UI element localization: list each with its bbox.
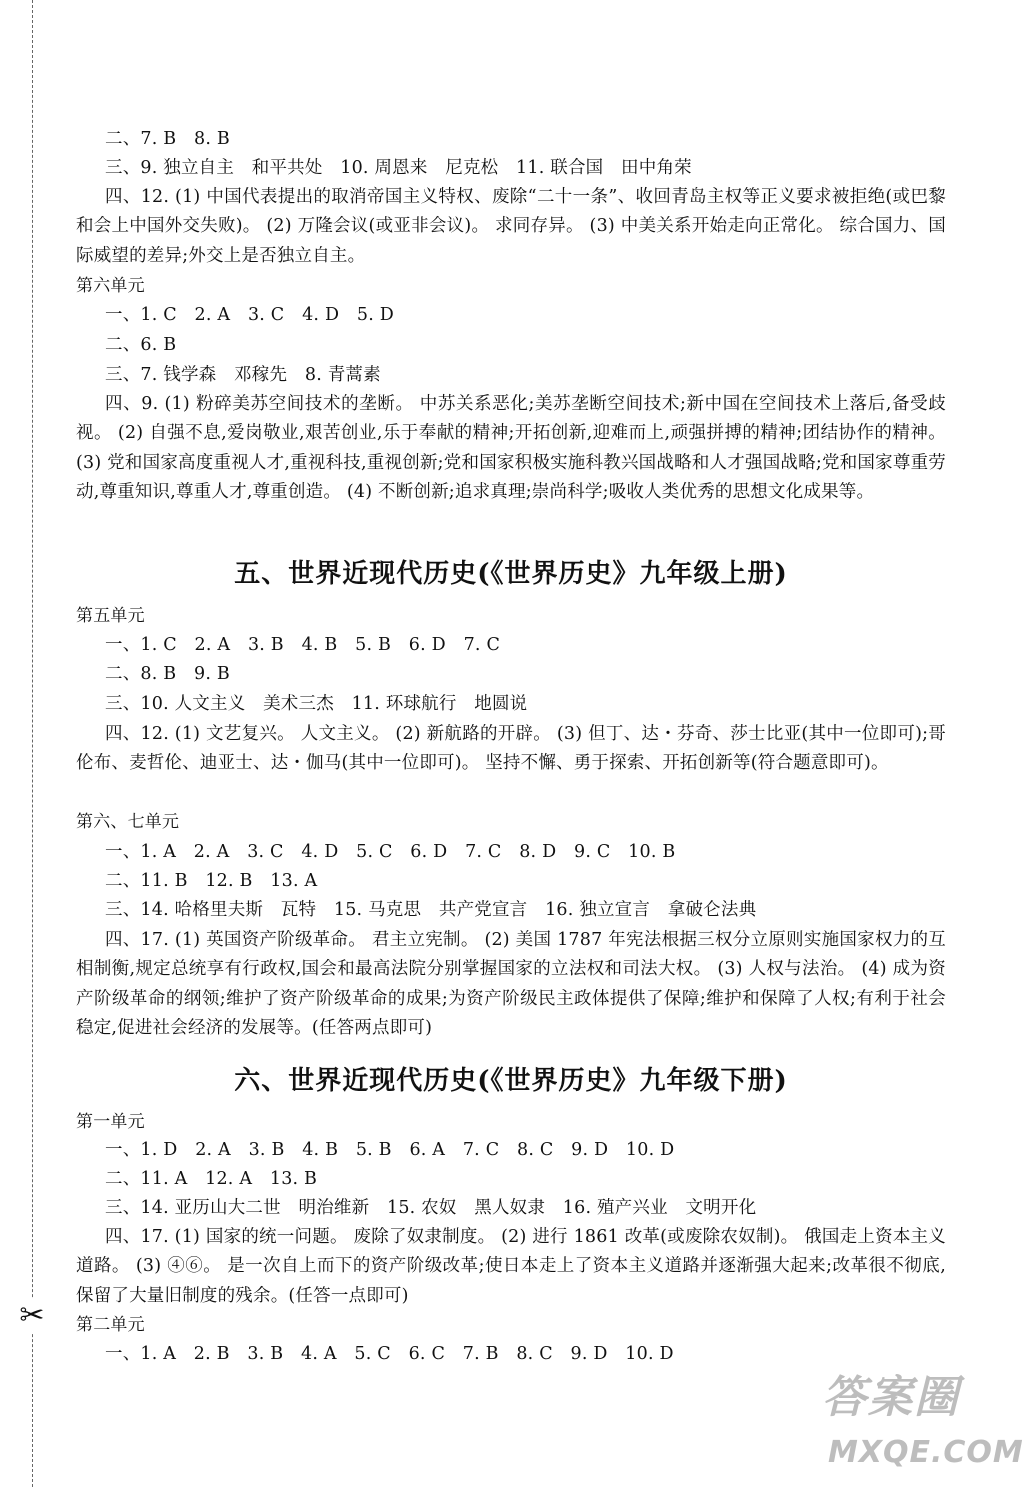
answer-line: 二、11. A 12. A 13. B bbox=[105, 1169, 318, 1189]
answer-paragraph: 四、12. (1) 文艺复兴。 人文主义。 (2) 新航路的开辟。 (3) 但丁、达・芬奇、莎士比亚(其中一位即可);哥伦布、麦哲伦、迪亚士、达・伽马(其中一位即可)。 坚持不懈、勇于探索、开拓创新等(符合题意即可)。 bbox=[76, 724, 946, 774]
answer-line: 一、1. C 2. A 3. B 4. B 5. B 6. D 7. C bbox=[105, 635, 501, 655]
unit-heading: 第二单元 bbox=[76, 1315, 145, 1335]
answer-line: 一、1. A 2. B 3. B 4. A 5. C 6. C 7. B 8. C 9. D 10. D bbox=[105, 1344, 674, 1364]
answer-line: 一、1. A 2. A 3. C 4. D 5. C 6. D 7. C 8. D 9. C 10. B bbox=[105, 842, 676, 862]
watermark-url: MXQE.COM bbox=[828, 1435, 1024, 1470]
answer-line: 一、1. C 2. A 3. C 4. D 5. D bbox=[105, 305, 394, 325]
section-title: 五、世界近现代历史(《世界历史》九年级上册) bbox=[234, 559, 788, 589]
answer-line: 二、7. B 8. B bbox=[105, 129, 230, 149]
answer-line: 三、14. 亚历山大二世 明治维新 15. 农奴 黑人奴隶 16. 殖产兴业 文明开化 bbox=[105, 1198, 757, 1218]
answer-line: 三、7. 钱学森 邓稼先 8. 青蒿素 bbox=[105, 365, 381, 385]
answer-line: 二、8. B 9. B bbox=[105, 664, 230, 684]
answer-line: 三、9. 独立自主 和平共处 10. 周恩来 尼克松 11. 联合国 田中角荣 bbox=[105, 158, 692, 178]
answer-paragraph: 四、17. (1) 英国资产阶级革命。 君主立宪制。 (2) 美国 1787 年宪法根据三权分立原则实施国家权力的互相制衡,规定总统享有行政权,国会和最高法院分别掌握国家的立法权和司法大权。 (3) 人权与法治。 (4) 成为资产阶级革命的纲领;维护了资产阶级革命的成果;为资产阶级民主政体提供了保障;维护和保障了人权;有利于社会稳定,促进社会经济的发展等。(任答两点即可) bbox=[76, 930, 946, 1038]
answer-line: 三、14. 哈格里夫斯 瓦特 15. 马克思 共产党宣言 16. 独立宣言 拿破仑法典 bbox=[105, 900, 757, 920]
unit-heading: 第一单元 bbox=[76, 1112, 145, 1132]
unit-heading: 第六、七单元 bbox=[76, 812, 180, 832]
section-title: 六、世界近现代历史(《世界历史》九年级下册) bbox=[234, 1066, 788, 1096]
unit-heading: 第五单元 bbox=[76, 606, 145, 626]
answer-line: 三、10. 人文主义 美术三杰 11. 环球航行 地圆说 bbox=[105, 694, 528, 714]
scissors-icon: ✂ bbox=[14, 1298, 50, 1334]
answer-line: 二、11. B 12. B 13. A bbox=[105, 871, 318, 891]
cut-line bbox=[32, 0, 33, 1487]
answer-paragraph: 四、9. (1) 粉碎美苏空间技术的垄断。 中苏关系恶化;美苏垄断空间技术;新中国在空间技术上落后,备受歧视。 (2) 自强不息,爱岗敬业,艰苦创业,乐于奉献的精神;开拓创新,迎难而上,顽强拼搏的精神;团结协作的精神。 (3) 党和国家高度重视人才,重视科技,重视创新;党和国家积极实施科教兴国战略和人才强国战略;党和国家尊重劳动,尊重知识,尊重人才,尊重创造。 (4) 不断创新;追求真理;崇尚科学;吸收人类优秀的思想文化成果等。 bbox=[76, 394, 946, 502]
answer-paragraph: 四、12. (1) 中国代表提出的取消帝国主义特权、废除“二十一条”、收回青岛主权等正义要求被拒绝(或巴黎和会上中国外交失败)。 (2) 万隆会议(或亚非会议)。 求同存异。 (3) 中美关系开始走向正常化。 综合国力、国际威望的差异;外交上是否独立自主。 bbox=[76, 187, 946, 266]
unit-heading: 第六单元 bbox=[76, 276, 145, 296]
answer-line: 一、1. D 2. A 3. B 4. B 5. B 6. A 7. C 8. C 9. D 10. D bbox=[105, 1140, 675, 1160]
answer-paragraph: 四、17. (1) 国家的统一问题。 废除了奴隶制度。 (2) 进行 1861 改革(或废除农奴制)。 俄国走上资本主义道路。 (3) ④⑥。 是一次自上而下的资产阶级改革;使日本走上了资本主义道路并逐渐强大起来;改革很不彻底,保留了大量旧制度的残余。(任答一点即可) bbox=[76, 1227, 946, 1306]
answer-line: 二、6. B bbox=[105, 335, 177, 355]
watermark-brand: 答案圈 bbox=[822, 1372, 960, 1423]
watermark-logo bbox=[810, 1341, 1024, 1481]
